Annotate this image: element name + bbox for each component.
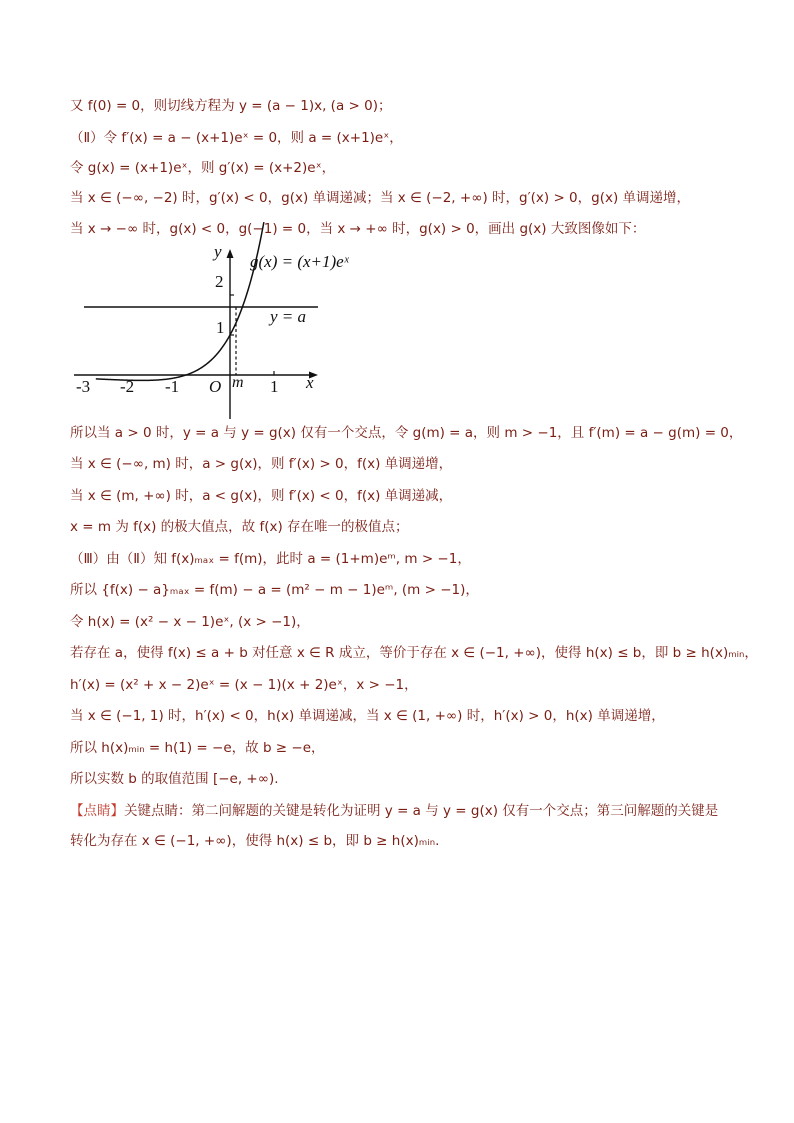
text-line-15: 当 x ∈ (−1, 1) 时，h′(x) < 0，h(x) 单调递减，当 x ∈ (1, +∞) 时，h′(x) > 0，h(x) 单调递增， (70, 708, 665, 724)
text-line-2: （Ⅱ）令 f′(x) = a − (x+1)eˣ = 0，则 a = (x+1)eˣ， (70, 129, 403, 146)
solution-content (70, 96, 758, 862)
x-tick-label-1: 1 (270, 376, 279, 396)
text-line-4: 当 x ∈ (−∞, −2) 时，g′(x) < 0，g(x) 单调递减；当 x ∈ (−2, +∞) 时，g′(x) > 0，g(x) 单调递增， (70, 189, 691, 206)
x-axis-label: x (306, 372, 314, 392)
curve-g (96, 222, 264, 380)
y-axis-label: y (214, 241, 222, 261)
text-line-5: 当 x → −∞ 时，g(x) < 0，g(−1) = 0，当 x → +∞ 时，g(x) > 0，画出 g(x) 大致图像如下： (70, 221, 646, 237)
comment-block (70, 801, 730, 821)
text-line-7: 当 x ∈ (−∞, m) 时，a > g(x)，则 f′(x) > 0，f(x) 单调递增， (70, 456, 453, 472)
text-line-10: （Ⅲ）由（Ⅱ）知 f(x)ₘₐₓ = f(m)，此时 a = (1+m)eᵐ, m > −1， (70, 550, 471, 567)
text-line-13: 若存在 a，使得 f(x) ≤ a + b 对任意 x ∈ R 成立，等价于存在 x ∈ (−1, +∞)，使得 h(x) ≤ b，即 b ≥ h(x)ₘᵢₙ， (70, 645, 758, 661)
comment-text-2: 转化为存在 x ∈ (−1, +∞)，使得 h(x) ≤ b，即 b ≥ h(x)ₘᵢₙ. (70, 832, 440, 849)
text-line-11: 所以 {f(x) − a}ₘₐₓ = f(m) − a = (m² − m − 1)eᵐ, (m > −1)， (70, 582, 479, 598)
origin-label: O (209, 376, 222, 396)
y-axis-arrow (227, 249, 234, 258)
text-line-8: 当 x ∈ (m, +∞) 时，a < g(x)，则 f′(x) < 0，f(x) 单调递减， (70, 487, 453, 504)
x-tick-label-neg1: -1 (165, 376, 180, 396)
y-tick-label-2: 2 (215, 271, 224, 291)
text-line-12: 令 h(x) = (x² − x − 1)eˣ, (x > −1)， (70, 613, 310, 630)
m-label: m (232, 373, 244, 391)
x-tick-label-neg3: -3 (76, 376, 91, 396)
text-line-17: 所以实数 b 的取值范围 [−e, +∞). (70, 771, 279, 787)
text-line-16: 所以 h(x)ₘᵢₙ = h(1) = −e，故 b ≥ −e， (70, 739, 325, 756)
line-label: y = a (270, 306, 307, 326)
text-line-3: 令 g(x) = (x+1)eˣ，则 g′(x) = (x+2)eˣ， (70, 159, 336, 176)
x-tick-label-neg2: -2 (120, 376, 135, 396)
text-line-14: h′(x) = (x² + x − 2)eˣ = (x − 1)(x + 2)eˣ，x > −1， (70, 676, 418, 693)
text-line-1: 又 f(0) = 0，则切线方程为 y = (a − 1)x, (a > 0)； (70, 98, 392, 114)
text-line-9: x = m 为 f(x) 的极大值点，故 f(x) 存在唯一的极值点； (70, 519, 409, 535)
comment-text-1: 关键点睛：第二问解题的关键是转化为证明 y = a 与 y = g(x) 仅有一个交点；第三问解题的关键是 (124, 802, 719, 819)
function-graph (70, 241, 730, 419)
y-tick-label-1: 1 (216, 317, 225, 337)
curve-label: g(x) = (x+1)eˣ (250, 251, 349, 271)
text-line-6: 所以当 a > 0 时，y = a 与 y = g(x) 仅有一个交点，令 g(m) = a，则 m > −1，且 f′(m) = a − g(m) = 0， (70, 424, 743, 441)
graph-svg (70, 241, 349, 423)
comment-label: 【点睛】 (70, 802, 124, 819)
